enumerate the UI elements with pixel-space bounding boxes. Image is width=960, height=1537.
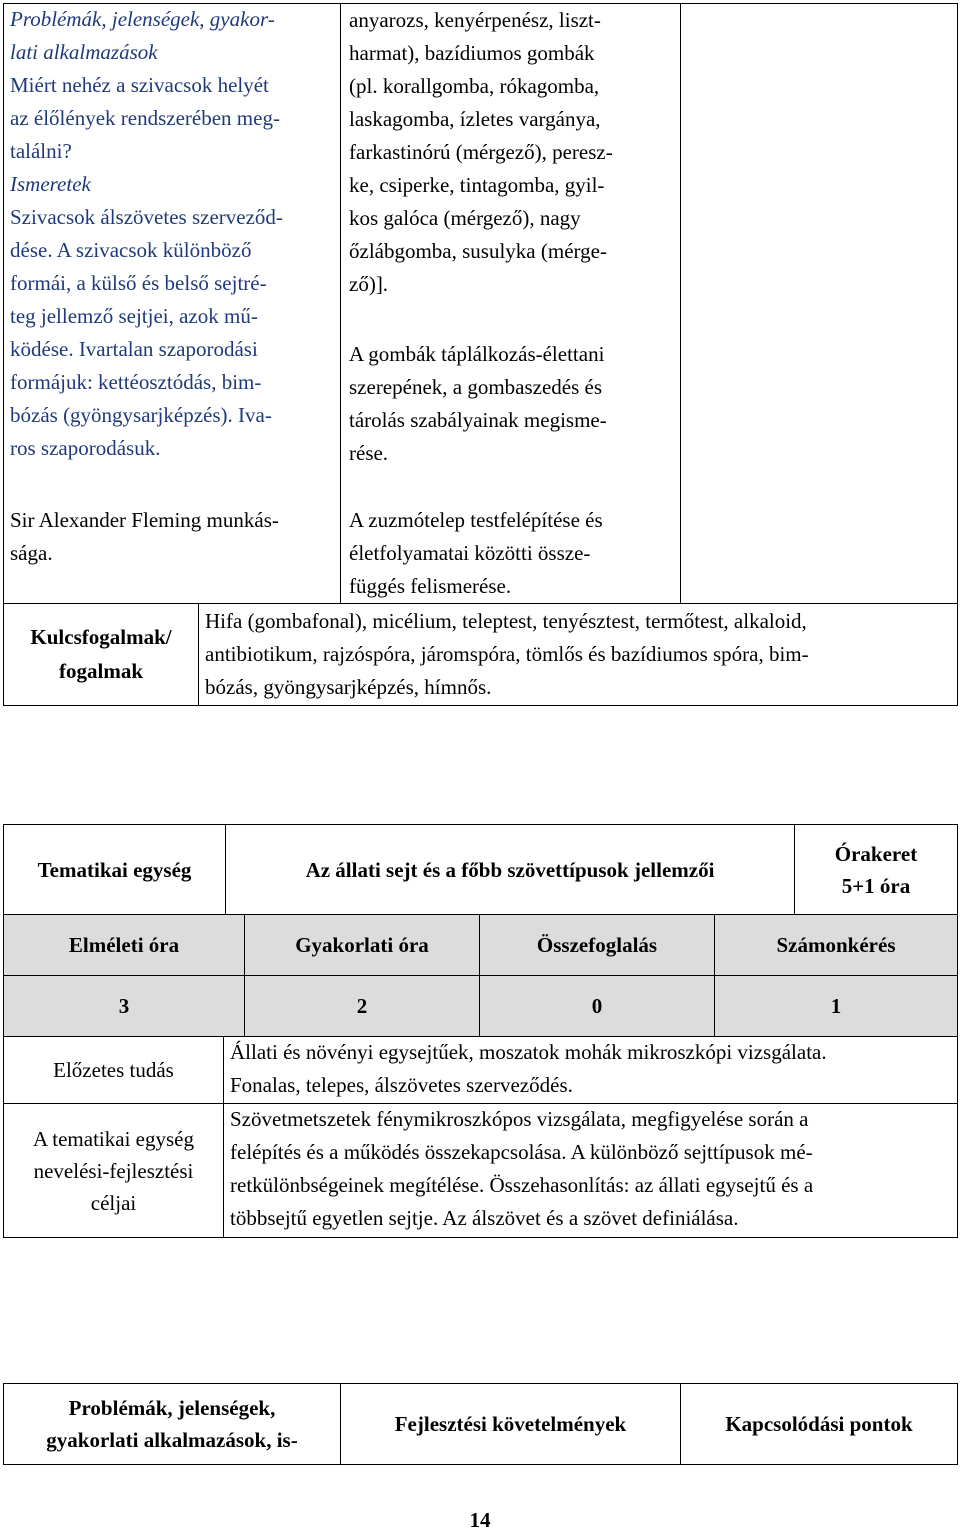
knowledge-line: dése. A szivacsok különböző [10, 238, 252, 262]
nutrition-line: A gombák táplálkozás-élettani [349, 342, 605, 366]
nutrition-line: tárolás szabályainak megisme- [349, 408, 607, 432]
col-practice: Gyakorlati óra [244, 914, 480, 976]
goals-line: felépítés és a működés összekapcsolása. A különböző sejttípusok mé- [230, 1140, 813, 1164]
hours-label: Órakeret [834, 841, 918, 866]
fleming-text [10, 504, 335, 570]
goals-line: többsejtű egyetlen sejtje. Az álszövet és a szövet definiálása. [230, 1206, 739, 1230]
keywords-line: Hifa (gombafonal), micélium, teleptest, tenyésztest, termőtest, alkaloid, [205, 609, 807, 633]
requirements-header: Fejlesztési követelmények [340, 1383, 681, 1465]
knowledge-line: teg jellemző sejtjei, azok mű- [10, 304, 258, 328]
fleming-line: Sir Alexander Fleming munkás- [10, 508, 279, 532]
knowledge-line: ködése. Ivartalan szaporodási [10, 337, 258, 361]
prior-label: Előzetes tudás [3, 1036, 224, 1104]
col-assessment: Számonkérés [714, 914, 958, 976]
fleming-line: sága. [10, 541, 53, 565]
col-summary: Összefoglalás [479, 914, 715, 976]
value-theory: 3 [3, 975, 245, 1037]
connections-header: Kapcsolódási pontok [680, 1383, 958, 1465]
nutrition-text [349, 338, 679, 470]
goals-text [230, 1103, 955, 1235]
knowledge-line: ros szaporodásuk. [10, 436, 161, 460]
fungi-line: kos galóca (mérgező), nagy [349, 206, 581, 230]
fungi-line: őzlábgomba, susulyka (mérge- [349, 239, 607, 263]
fungi-line: ző)]. [349, 272, 389, 296]
keywords-label-line: Kulcsfogalmak/ [30, 625, 172, 649]
problems-header-line: gyakorlati alkalmazások, is- [46, 1428, 298, 1452]
knowledge-line: bózás (gyöngysarjképzés). Iva- [10, 403, 272, 427]
keywords-line: antibiotikum, rajzóspóra, járomspóra, tömlős és bazídiumos spóra, bim- [205, 642, 809, 666]
knowledge-line: Szivacsok álszövetes szerveződ- [10, 205, 283, 229]
heading-problems-2: lati alkalmazások [10, 40, 158, 64]
col-divider-1 [340, 3, 341, 604]
goals-line: retkülönbségeinek megítélése. Összehasonlítás: az állati egysejtű és a [230, 1173, 814, 1197]
value-assessment: 1 [714, 975, 958, 1037]
lichen-line: A zuzmótelep testfelépítése és [349, 508, 603, 532]
keywords-text [205, 605, 955, 704]
problems-header-line: Problémák, jelenségek, [68, 1396, 276, 1420]
value-summary: 0 [479, 975, 715, 1037]
heading-knowledge: Ismeretek [10, 172, 91, 196]
page-number: 14 [469, 1508, 491, 1532]
keywords-line: bózás, gyöngysarjképzés, hímnős. [205, 675, 492, 699]
question-line: Miért nehéz a szivacsok helyét [10, 73, 269, 97]
problems-header [3, 1383, 341, 1465]
lichen-text [349, 504, 679, 603]
fungi-line: farkastinórú (mérgező), peresz- [349, 140, 613, 164]
fungi-line: laskagomba, ízletes vargánya, [349, 107, 601, 131]
prior-text [230, 1036, 955, 1102]
row-divider [3, 603, 958, 604]
col-divider-2 [680, 3, 681, 604]
fungi-text [349, 4, 679, 301]
goals-label-line: A tematikai egység [33, 1126, 194, 1151]
col-theory: Elméleti óra [3, 914, 245, 976]
nutrition-line: szerepének, a gombaszedés és [349, 375, 603, 399]
nutrition-line: rése. [349, 441, 389, 465]
hours-value: 5+1 óra [841, 873, 911, 898]
fungi-line: ke, csiperke, tintagomba, gyil- [349, 173, 605, 197]
goals-line: Szövetmetszetek fénymikroszkópos vizsgálata, megfigyelése során a [230, 1107, 809, 1131]
prior-line: Állati és növényi egysejtűek, moszatok mohák mikroszkópi vizsgálata. [230, 1040, 827, 1064]
hours-cell [794, 824, 958, 915]
question-line: találni? [10, 139, 72, 163]
fungi-line: harmat), bazídiumos gombák [349, 41, 595, 65]
goals-label [3, 1103, 224, 1238]
unit-label: Tematikai egység [3, 824, 226, 915]
lichen-line: függés felismerése. [349, 574, 512, 598]
keywords-label [4, 620, 198, 688]
prior-line: Fonalas, telepes, álszövetes szerveződés. [230, 1073, 573, 1097]
unit-title: Az állati sejt és a főbb szövettípusok jellemzői [225, 824, 795, 915]
lichen-line: életfolyamatai közötti össze- [349, 541, 591, 565]
fungi-line: (pl. korallgomba, rókagomba, [349, 74, 600, 98]
left-column [10, 3, 335, 465]
goals-label-line: céljai [90, 1190, 137, 1215]
goals-label-line: nevelési-fejlesztési [33, 1158, 194, 1183]
keywords-label-line: fogalmak [59, 659, 143, 683]
question-line: az élőlények rendszerében meg- [10, 106, 280, 130]
knowledge-line: formájuk: kettéosztódás, bim- [10, 370, 262, 394]
keywords-divider [198, 603, 199, 706]
value-practice: 2 [244, 975, 480, 1037]
heading-problems: Problémák, jelenségek, gyakor- [10, 7, 275, 31]
fungi-line: anyarozs, kenyérpenész, liszt- [349, 8, 601, 32]
knowledge-line: formái, a külső és belső sejtré- [10, 271, 267, 295]
